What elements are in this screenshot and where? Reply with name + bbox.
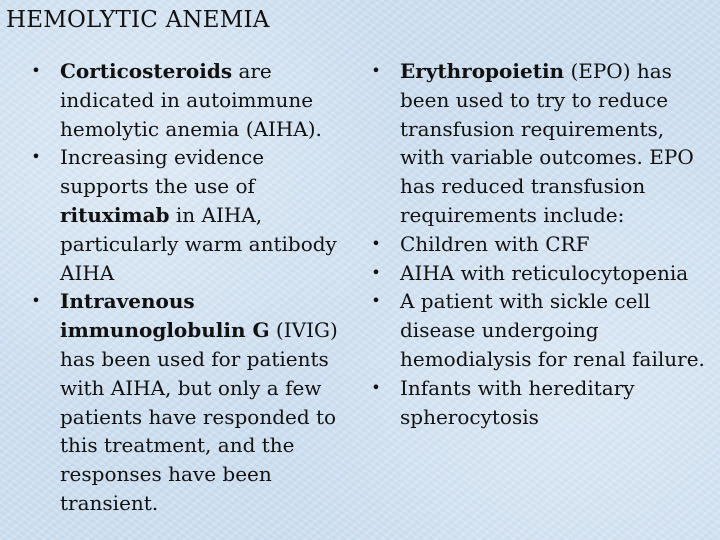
bullet-text: Increasing evidence supports the use of — [60, 145, 265, 199]
bullet-dot-icon: • — [31, 291, 41, 311]
bullet-dot-icon: • — [371, 291, 381, 311]
bullet-dot-icon: • — [371, 61, 381, 80]
bullet-text: A patient with sickle cell disease undergoing hemodialysis for renal failure. — [400, 289, 705, 371]
bullet-item-children-crf — [368, 230, 713, 259]
bullet-text: in AIHA, particularly warm antibody AIHA — [60, 202, 337, 285]
bullet-text: AIHA with reticulocytopenia — [400, 260, 689, 285]
bullet-item-erythropoietin — [368, 57, 713, 230]
bold-term: rituximab — [60, 202, 170, 227]
slide-title: HEMOLYTIC ANEMIA — [6, 7, 270, 33]
bullet-dot-icon: • — [31, 61, 41, 80]
bold-term: Intravenous immunoglobulin G — [60, 289, 270, 343]
bullet-item-rituximab — [28, 143, 350, 287]
bullet-item-ivig — [28, 287, 350, 517]
bullet-text: are indicated in autoimmune hemolytic anemia (AIHA). — [60, 59, 322, 141]
bullet-dot-icon: • — [371, 377, 381, 397]
bold-term: Erythropoietin — [400, 59, 565, 83]
bullet-dot-icon: • — [371, 233, 381, 253]
left-bullet-list — [28, 57, 350, 518]
bullet-text: Children with CRF — [400, 231, 590, 256]
bullet-item-spherocytosis — [368, 374, 713, 432]
bullet-item-corticosteroids — [28, 57, 350, 143]
bullet-text: (EPO) has been used to try to reduce transfusion requirements, with variable outcomes. EPO has reduced transfusion requirements include: — [400, 59, 694, 227]
bold-term: Corticosteroids — [60, 59, 233, 83]
bullet-dot-icon: • — [31, 147, 41, 167]
bullet-dot-icon: • — [371, 262, 381, 282]
bullet-text: (IVIG) has been used for patients with AIHA, but only a few patients have responded to this treatment, and the responses have been transient. — [60, 318, 338, 515]
bullet-text: Infants with hereditary spherocytosis — [400, 375, 635, 429]
right-bullet-list — [368, 57, 713, 431]
bullet-item-aiha-reticulocytopenia — [368, 259, 713, 288]
bullet-item-sickle-cell — [368, 287, 713, 373]
